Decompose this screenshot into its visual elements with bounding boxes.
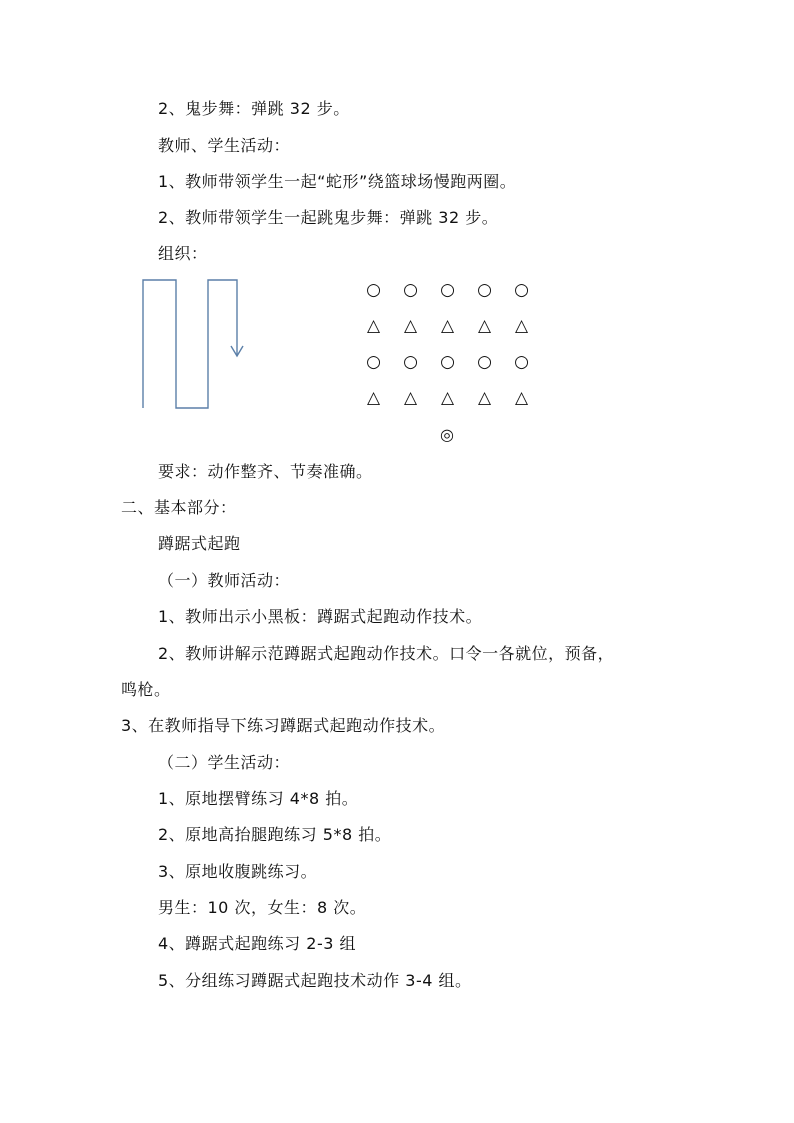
formation-grid (355, 279, 545, 423)
line-crouch-start-practice: 4、蹲踞式起跑练习 2-3 组 (158, 934, 356, 953)
line-teacher-demo: 2、教师讲解示范蹲踞式起跑动作技术。口令一各就位，预备， (158, 644, 615, 663)
triangle-mark: △ (514, 388, 529, 408)
circle-mark: ○ (403, 280, 418, 300)
circle-mark: ○ (366, 352, 381, 372)
line-group-practice: 5、分组练习蹲踞式起跑技术动作 3-4 组。 (158, 971, 472, 990)
circle-mark: ○ (477, 352, 492, 372)
line-teacher-student-activity: 教师、学生活动： (158, 136, 291, 155)
circle-mark: ○ (477, 280, 492, 300)
triangle-mark: △ (514, 316, 529, 336)
teacher-position-mark: ◎ (440, 425, 454, 444)
line-high-knees: 2、原地高抬腿跑练习 5*8 拍。 (158, 825, 392, 844)
triangle-mark: △ (403, 388, 418, 408)
circle-mark: ○ (514, 352, 529, 372)
line-reps-by-gender: 男生：10 次，女生：8 次。 (158, 898, 367, 917)
line-ghost-step: 2、鬼步舞：弹跳 32 步。 (158, 99, 350, 118)
line-guided-practice: 3、在教师指导下练习蹲踞式起跑动作技术。 (121, 716, 446, 735)
line-organization: 组织： (158, 244, 208, 263)
line-requirement: 要求：动作整齐、节奏准确。 (158, 462, 373, 481)
circle-mark: ○ (366, 280, 381, 300)
circle-mark: ○ (403, 352, 418, 372)
circle-mark: ○ (440, 280, 455, 300)
line-arm-swing: 1、原地摆臂练习 4*8 拍。 (158, 789, 359, 808)
triangle-mark: △ (403, 316, 418, 336)
line-topic-crouch-start: 蹲踞式起跑 (158, 534, 241, 553)
formation-row (355, 315, 545, 351)
line-tuck-jump: 3、原地收腹跳练习。 (158, 862, 318, 881)
section-heading-basic-part: 二、基本部分： (121, 498, 237, 517)
line-ghost-dance: 2、教师带领学生一起跳鬼步舞：弹跳 32 步。 (158, 208, 499, 227)
formation-row (355, 279, 545, 315)
subheading-student-activity: （二）学生活动： (158, 753, 291, 772)
circle-mark: ○ (440, 352, 455, 372)
triangle-mark: △ (440, 388, 455, 408)
circle-mark: ○ (514, 280, 529, 300)
line-snake-run: 1、教师带领学生一起“蛇形”绕篮球场慢跑两圈。 (158, 172, 517, 191)
snake-route-path (143, 280, 237, 408)
line-teacher-blackboard: 1、教师出示小黑板：蹲踞式起跑动作技术。 (158, 607, 483, 626)
snake-route-diagram (138, 276, 248, 416)
triangle-mark: △ (477, 388, 492, 408)
triangle-mark: △ (440, 316, 455, 336)
triangle-mark: △ (477, 316, 492, 336)
subheading-teacher-activity: （一）教师活动： (158, 571, 291, 590)
formation-row (355, 387, 545, 423)
line-teacher-demo-continued: 鸣枪。 (121, 680, 171, 699)
triangle-mark: △ (366, 388, 381, 408)
triangle-mark: △ (366, 316, 381, 336)
formation-row (355, 351, 545, 387)
